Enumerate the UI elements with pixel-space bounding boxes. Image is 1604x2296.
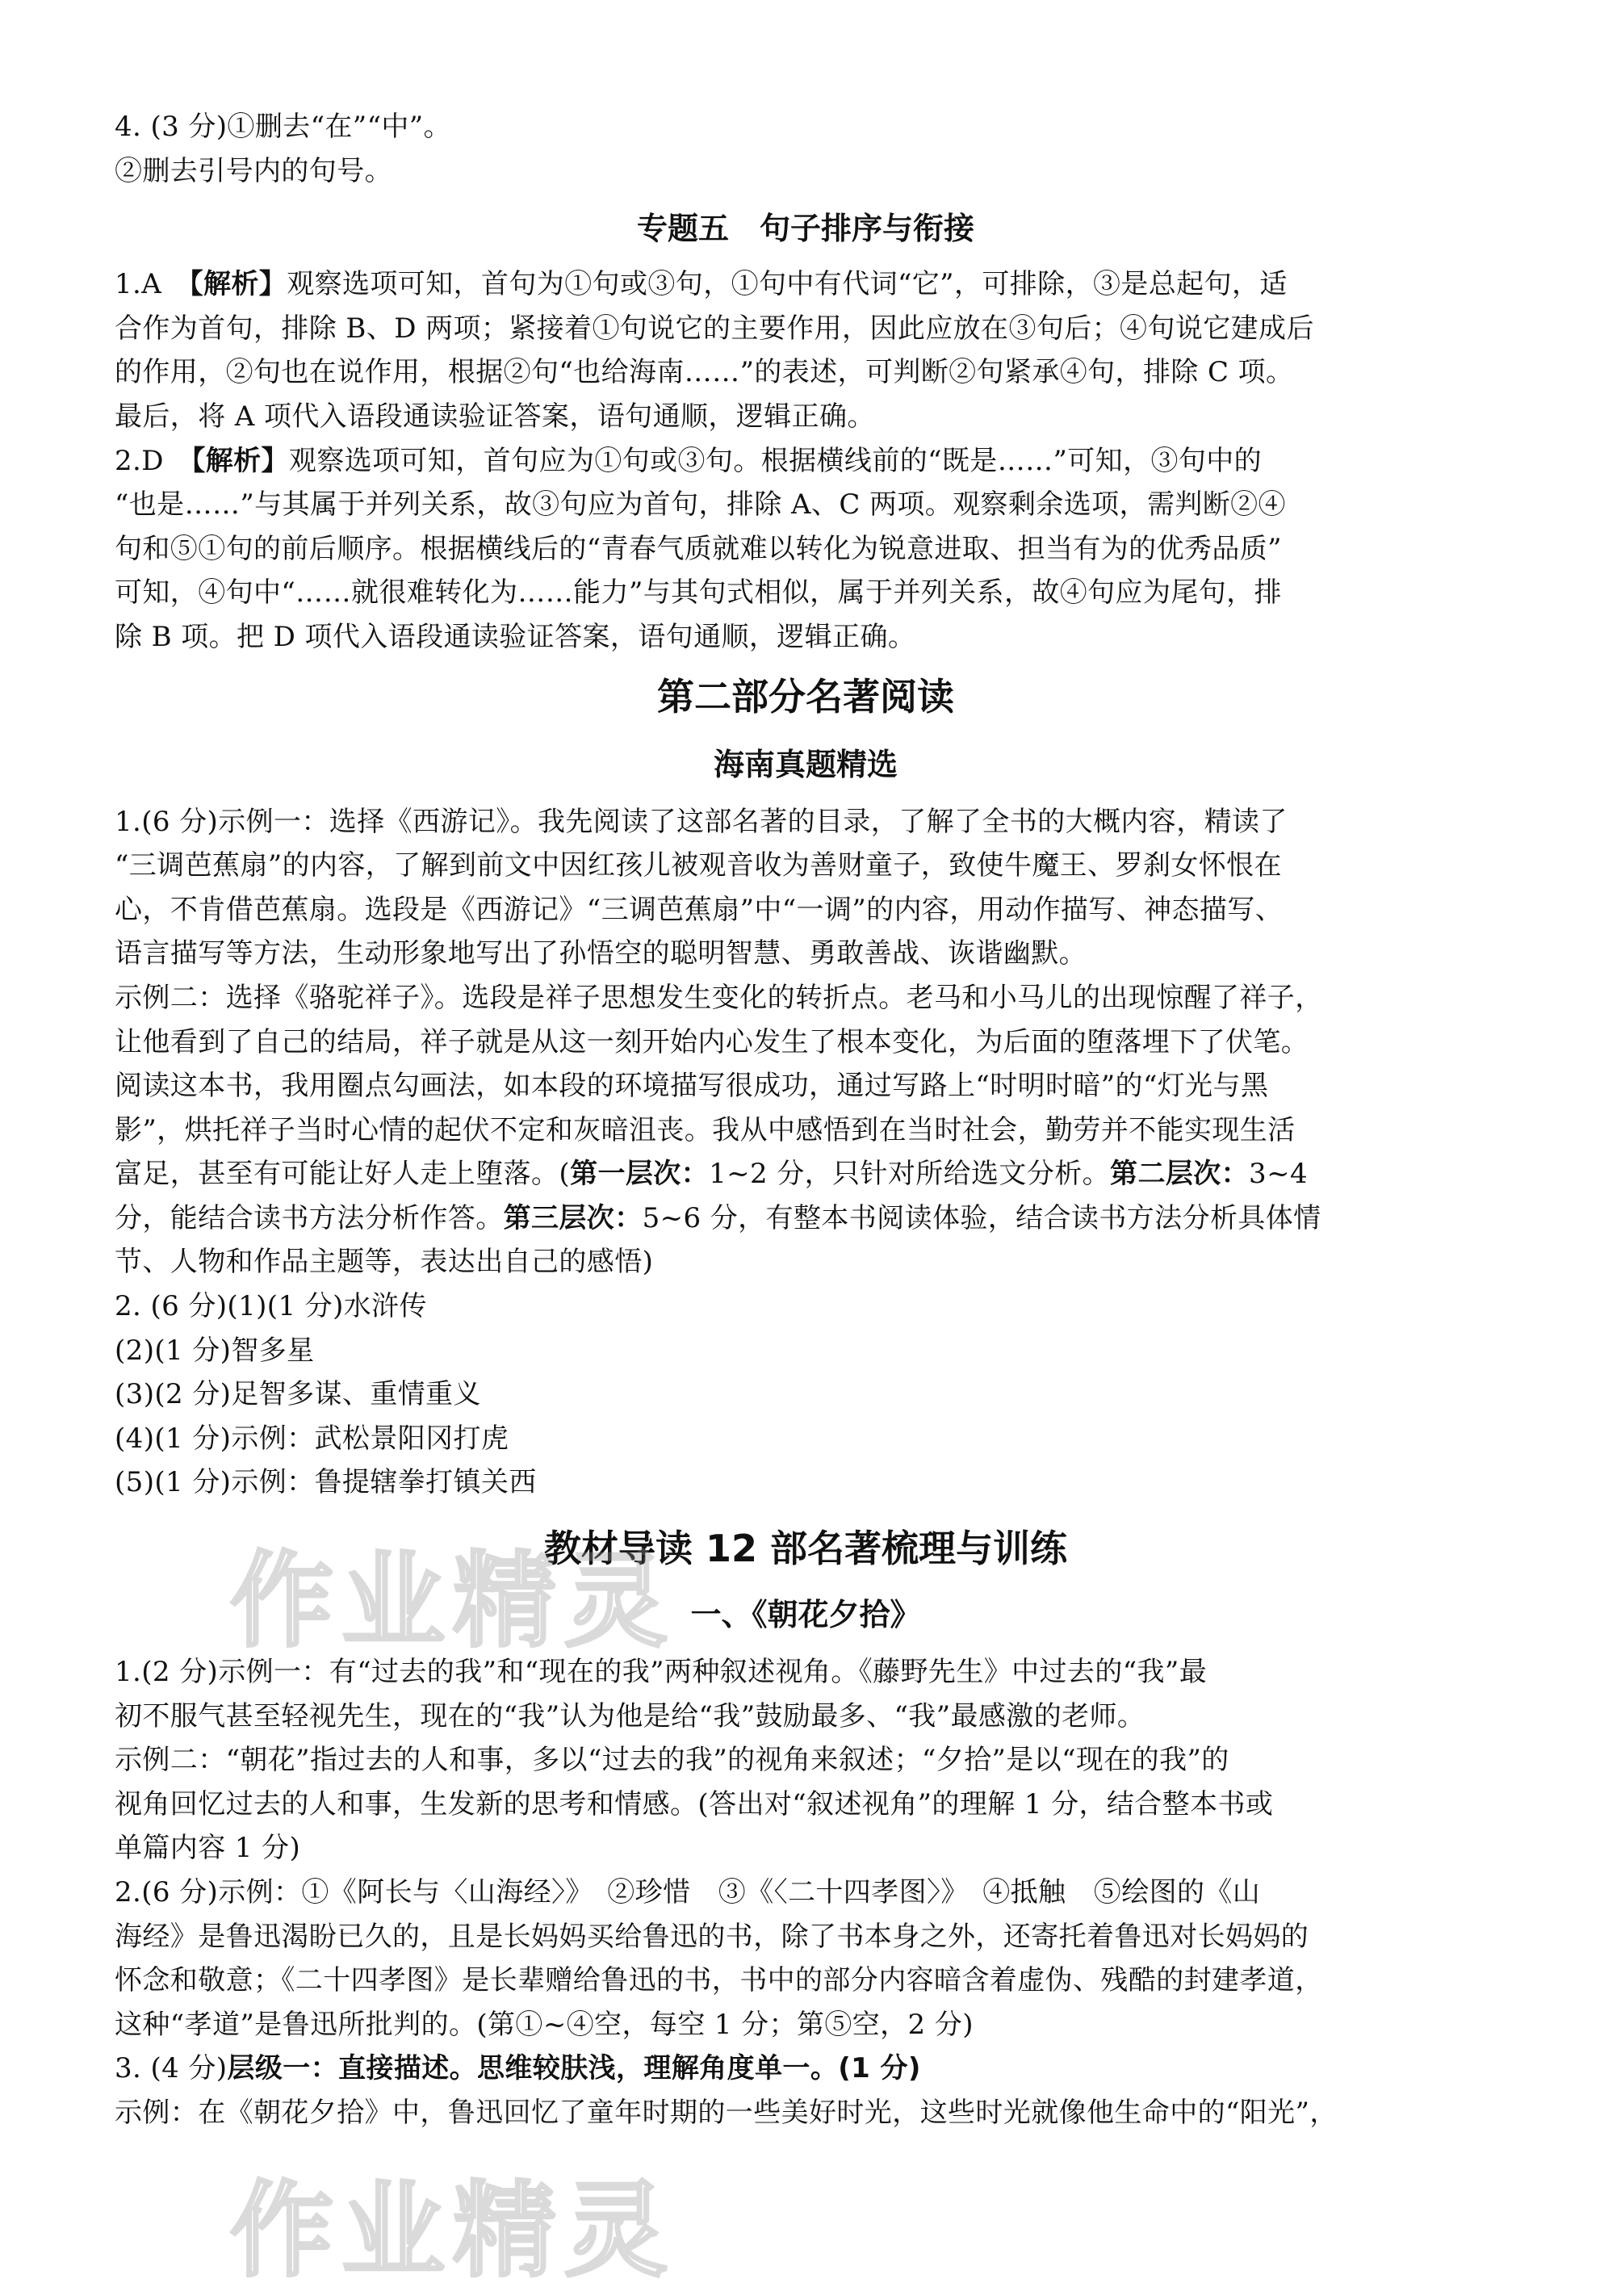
text-line: (4)(1 分)示例：武松景阳冈打虎	[115, 1422, 509, 1455]
question-number: 2.D	[115, 444, 192, 477]
textbook-subtitle: 一、《朝花夕拾》	[690, 1597, 921, 1633]
text-line: 节、人物和作品主题等，表达出自己的感悟)	[115, 1246, 654, 1279]
level-label: 第二层次：	[1110, 1158, 1250, 1191]
textbook-q1	[115, 1650, 1497, 1871]
level-label: 第一层次：	[570, 1158, 710, 1191]
watermark-top: 作业精灵	[230, 1541, 676, 1661]
text-line: 4. (3 分)①删去“在”“中”。	[115, 111, 451, 143]
textbook-q3	[115, 2047, 1497, 2135]
text-span: 分，能结合读书方法分析作答。	[115, 1201, 504, 1234]
analysis-tag: 【解析】	[191, 444, 289, 477]
analysis-text: 观察选项可知，首句应为①句或③句。根据横线前的“既是……”可知，③句中的	[288, 444, 1263, 477]
text-line: (2)(1 分)智多星	[115, 1334, 315, 1367]
text-span: 3~4	[1249, 1158, 1308, 1191]
text-line: 影”，烘托祥子当时心情的起伏不定和灰暗沮丧。我从中感悟到在当时社会，勤劳并不能实现生活	[115, 1113, 1296, 1146]
text-line: 可知，④句中“……就很难转化为……能力”与其句式相似，属于并列关系，故④句应为尾句，排	[115, 576, 1282, 610]
text-line: 海经》是鲁迅渴盼已久的，且是长妈妈买给鲁迅的书，除了书本身之外，还寄托着鲁迅对长妈妈的	[115, 1920, 1309, 1953]
text-line: 视角回忆过去的人和事，生发新的思考和情感。(答出对“叙述视角”的理解 1 分，结合整本书或	[115, 1787, 1274, 1820]
text-line: (3)(2 分)足智多谋、重情重义	[115, 1378, 481, 1411]
text-line: 句和⑤①句的前后顺序。根据横线后的“青春气质就难以转化为锐意进取、担当有为的优秀品质”	[115, 532, 1282, 565]
question-number: 1.A	[115, 268, 190, 301]
text-line: 2. (6 分)(1)(1 分)水浒传	[115, 1290, 427, 1323]
level-label: 层级一：直接描述。思维较肤浅，理解角度单一。(1 分)	[227, 2052, 921, 2085]
text-line: 语言描写等方法，生动形象地写出了孙悟空的聪明智慧、勇敢善战、诙谐幽默。	[115, 937, 1087, 970]
text-span: 富足，甚至有可能让好人走上堕落。(	[115, 1158, 571, 1191]
text-line: 除 B 项。把 D 项代入语段通读验证答案，语句通顺，逻辑正确。	[115, 620, 916, 653]
text-span: 1~2 分，只针对所给选文分析。	[709, 1158, 1111, 1191]
text-line: ②删去引号内的句号。	[115, 154, 392, 187]
text-line	[115, 439, 1497, 484]
answer-page	[115, 105, 1497, 2135]
textbook-q2	[115, 1871, 1497, 2047]
topic5-q1	[115, 262, 1497, 438]
text-line: 初不服气甚至轻视先生，现在的“我”认为他是给“我”鼓励最多、“我”最感激的老师。	[115, 1699, 1145, 1732]
text-line: 心，不肯借芭蕉扇。选段是《西游记》“三调芭蕉扇”中“一调”的内容，用动作描写、神态描写、	[115, 893, 1284, 926]
text-line	[115, 1196, 1497, 1241]
level-label: 第三层次：	[503, 1201, 643, 1234]
text-line: 1.(2 分)示例一：有“过去的我”和“现在的我”两种叙述视角。《藤野先生》中过去的“我”最	[115, 1656, 1208, 1689]
text-line: “也是……”与其属于并列关系，故③句应为首句，排除 A、C 两项。观察剩余选项，需判断②④	[115, 488, 1286, 522]
topic5-q2	[115, 439, 1497, 660]
text-line: 2.(6 分)示例：①《阿长与〈山海经〉》 ②珍惜 ③《〈二十四孝图〉》 ④抵触 ⑤绘图的《山	[115, 1876, 1261, 1908]
text-line: 合作为首句，排除 B、D 两项；紧接着①句说它的主要作用，因此应放在③句后；④句说它建成后	[115, 312, 1314, 345]
text-line: “三调芭蕉扇”的内容，了解到前文中因红孩儿被观音收为善财童子，致使牛魔王、罗刹女怀恨在	[115, 849, 1282, 882]
text-line	[115, 2047, 1497, 2091]
part2-q2	[115, 1284, 1497, 1505]
watermark-bottom: 作业精灵	[230, 2171, 676, 2291]
text-line: 示例：在《朝花夕拾》中，鲁迅回忆了童年时期的一些美好时光，这些时光就像他生命中的“阳光”，	[115, 2096, 1338, 2129]
text-line: 怀念和敬意；《二十四孝图》是长辈赠给鲁迅的书，书中的部分内容暗含着虚伪、残酷的封建孝道，	[115, 1964, 1323, 1997]
text-line: 这种“孝道”是鲁迅所批判的。(第①~④空，每空 1 分；第⑤空，2 分)	[115, 2008, 974, 2041]
text-line	[115, 1152, 1497, 1196]
textbook-title: 教材导读 12 部名著梳理与训练	[543, 1527, 1068, 1571]
text-line: 最后，将 A 项代入语段通读验证答案，语句通顺，逻辑正确。	[115, 400, 875, 433]
text-line: 让他看到了自己的结局，祥子就是从这一刻开始内心发生了根本变化，为后面的堕落埋下了伏笔。	[115, 1025, 1309, 1058]
top-block	[115, 105, 1497, 193]
part2-q1	[115, 800, 1497, 1285]
analysis-tag: 【解析】	[189, 268, 287, 301]
text-line: 的作用，②句也在说作用，根据②句“也给海南……”的表述，可判断②句紧承④句，排除 C 项。	[115, 356, 1294, 389]
hainan-title: 海南真题精选	[713, 746, 898, 782]
text-line: 1.(6 分)示例一：选择《西游记》。我先阅读了这部名著的目录，了解了全书的大概内容，精读了	[115, 805, 1288, 838]
text-line: 阅读这本书，我用圈点勾画法，如本段的环境描写很成功，通过写路上“时明时暗”的“灯光与黑	[115, 1070, 1269, 1103]
text-line: 单篇内容 1 分)	[115, 1832, 301, 1865]
question-number: 3. (4 分)	[115, 2052, 228, 2085]
text-span: 5~6 分，有整本书阅读体验，结合读书方法分析具体情	[642, 1201, 1321, 1234]
part2-title: 第二部分名著阅读	[657, 674, 954, 719]
text-line: 示例二：选择《骆驼祥子》。选段是祥子思想发生变化的转折点。老马和小马儿的出现惊醒了祥子，	[115, 981, 1323, 1014]
analysis-text: 观察选项可知，首句为①句或③句，①句中有代词“它”，可排除，③是总起句，适	[287, 268, 1288, 301]
topic5-title: 专题五 句子排序与衔接	[636, 211, 974, 247]
text-line: 示例二：“朝花”指过去的人和事，多以“过去的我”的视角来叙述；“夕拾”是以“现在的我”的	[115, 1744, 1229, 1777]
text-line	[115, 262, 1497, 307]
text-line: (5)(1 分)示例：鲁提辖拳打镇关西	[115, 1466, 537, 1499]
